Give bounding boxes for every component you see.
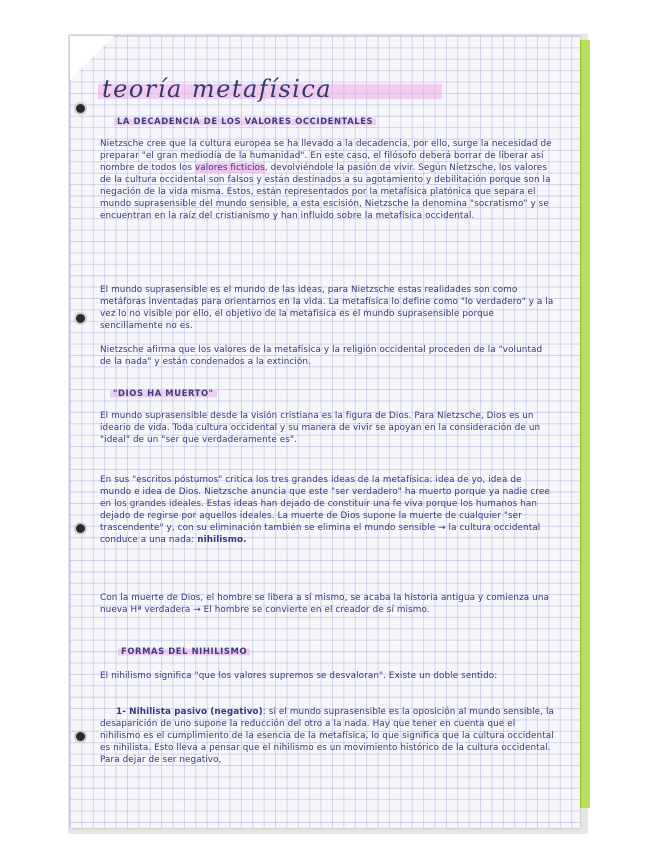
binder-hole — [76, 104, 85, 113]
notebook-cover-edge — [580, 40, 590, 808]
paragraph-6: Con la muerte de Dios, el hombre se libera a sí mismo, se acaba la historia antigua y comienza una nueva Hª verdadera → El hombre se convierte en el creador de sí mismo. — [100, 593, 550, 615]
binder-hole — [76, 524, 85, 533]
paragraph-7: El nihilismo significa "que los valores supremos se desvaloran". Existe un doble sentido: — [100, 671, 498, 681]
term-nihilismo: nihilismo. — [197, 535, 247, 545]
folded-corner — [70, 36, 114, 80]
paragraph-1-text-a: Nietzsche cree que la cultura europea se ha llevado a la decadencia, por ello, surge la necesidad de preparar "el gran mediodía de la humanidad". En este caso, el filósofo deberá borrar de liberar así nombre de todos los — [100, 139, 552, 173]
paragraph-2: El mundo suprasensible es el mundo de las ideas, para Nietzsche estas realidades son como metáforas inventadas para orientarnos en la vida. La metafísica lo define como "lo verdadero" y a la vez lo no visible por ello, el objetivo de la metafísica es el mundo suprasensible porque sencillamente no es. — [100, 285, 554, 331]
binder-hole — [76, 732, 85, 741]
paragraph-8-text: : si el mundo suprasensible es la oposición al mundo sensible, la desaparición de uno supone la reducción del otro a la nada. Hay que tener en cuenta que el nihilismo es el cumplimiento de la esencia de la metafísica, lo que significa que la cultura occidental es nihilista. Esto lleva a pensar que el nihilismo es un movimiento histórico de la cultura occidental. Para dejar de ser negativo, — [100, 707, 555, 765]
paragraph-1 — [100, 138, 555, 222]
paragraph-5-text: En sus "escritos póstumos" critica los tres grandes ideas de la metafísica: idea de yo, idea de mundo e idea de Dios. Nietzsche anuncia que este "ser verdadero" ha muerto porque ya nadie cree en los grandes ideales. Estas ideas han dejado de constituir una fe viva porque los humanos han dejado de regirse por aquellos ideales. La muerte de Dios supone la muerte de cualquier "ser trascendente" y, con su eliminación también se elimina el mundo sensible → la cultura occidental conduce a una nada: — [100, 475, 550, 545]
binder-hole — [76, 314, 85, 323]
paragraph-1-text-b: , devolviéndole la pasión de vivir. Según Nietzsche, los valores de la cultura occidental son falsos y están destinados a su agotamiento y debilitación porque son la negación de la vida misma. Estos, están representados por la metafísica platónica que separa el mundo suprasensible del mundo sensible, a esta escisión, Nietzsche la denomina "socratismo" y se encuentran en la raíz del cristianismo y han influido sobre la metafísica occidental. — [100, 163, 551, 221]
term-nihilista-pasivo: 1- Nihilista pasivo (negativo) — [116, 707, 263, 717]
section-heading-decadencia: LA DECADENCIA DE LOS VALORES OCCIDENTALES — [114, 116, 376, 126]
section-heading-formas-nihilismo: FORMAS DEL NIHILISMO — [118, 646, 250, 656]
paragraph-4: El mundo suprasensible desde la visión cristiana es la figura de Dios. Para Nietzsche, Dios es un ideario de vida. Toda cultura occidental y su manera de vivir se apoyan en la consideración de un "ideal" de un "ser que verdaderamente es". — [100, 411, 541, 445]
paragraph-3: Nietzsche afirma que los valores de la metafísica y la religión occidental proceden de la "voluntad de la nada" y están condenados a la extinción. — [100, 345, 543, 367]
notebook-page — [70, 36, 580, 828]
paragraph-8 — [100, 706, 555, 766]
page-title: teoría metafísica — [98, 76, 442, 102]
section-heading-dios-ha-muerto: "DIOS HA MUERTO" — [110, 388, 217, 398]
highlight-valores-ficticios: valores ficticios — [194, 163, 265, 173]
paragraph-5 — [100, 474, 555, 546]
